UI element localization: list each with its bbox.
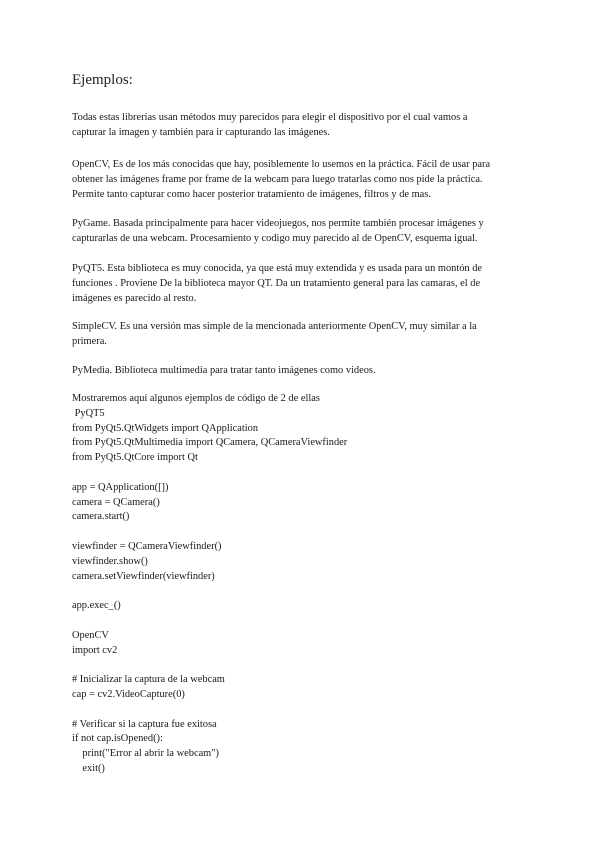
text-line: imágenes es parecido al resto. (72, 293, 197, 304)
intro-paragraph (72, 110, 528, 140)
pymedia-paragraph (72, 363, 528, 378)
code-line: exit() (72, 762, 105, 774)
blank-line (72, 703, 528, 718)
text-line: OpenCV, Es de los más conocidas que hay, posiblemente lo usemos en la práctica. Fácil de usar para (72, 159, 491, 170)
code-line: OpenCV (72, 629, 109, 641)
blank-line (72, 584, 528, 599)
text-line: obtener las imágenes frame por frame de la webcam para luego tratarlas como nos pide la práctica. (72, 174, 483, 185)
code-line: from PyQt5.QtMultimedia import QCamera, QCameraViewfinder (72, 437, 348, 449)
blank-line (72, 614, 528, 629)
blank-line (72, 466, 528, 481)
code-line: from PyQt5.QtWidgets import QApplication (72, 422, 259, 434)
text-line: primera. (72, 336, 107, 347)
opencv-paragraph (72, 157, 528, 202)
text-line: PyMedia. Biblioteca multimedia para tratar tanto imágenes como videos. (72, 365, 376, 376)
code-line: camera = QCamera() (72, 496, 160, 508)
code-line: # Inicializar la captura de la webcam (72, 674, 225, 686)
code-examples (72, 392, 528, 777)
code-line: cap = cv2.VideoCapture(0) (72, 688, 185, 700)
code-line: import cv2 (72, 644, 118, 656)
simplecv-paragraph (72, 319, 528, 349)
pygame-paragraph (72, 216, 528, 246)
code-line: PyQT5 (72, 407, 105, 419)
code-line: camera.start() (72, 511, 130, 523)
code-line: viewfinder = QCameraViewfinder() (72, 540, 222, 552)
text-line: capturar la imagen y también para ir capturando las imágenes. (72, 127, 330, 138)
text-line: capturarlas de una webcam. Procesamiento y codigo muy parecido al de OpenCV, esquema igual. (72, 233, 478, 244)
code-line: from PyQt5.QtCore import Qt (72, 452, 198, 464)
code-line: if not cap.isOpened(): (72, 733, 163, 745)
text-line: Todas estas librerías usan métodos muy parecidos para elegir el dispositivo por el cual vamos a (72, 112, 468, 123)
code-line: # Verificar si la captura fue exitosa (72, 718, 217, 730)
code-line: viewfinder.show() (72, 555, 148, 567)
text-line: PyGame. Basada principalmente para hacer videojuegos, nos permite también procesar imágenes y (72, 218, 484, 229)
code-line: app = QApplication([]) (72, 481, 169, 493)
blank-line (72, 525, 528, 540)
text-line: SimpleCV. Es una versión mas simple de la mencionada anteriormente OpenCV, muy similar a la (72, 321, 477, 332)
code-line: print("Error al abrir la webcam") (72, 748, 219, 760)
code-line: Mostraremos aquí algunos ejemplos de código de 2 de ellas (72, 393, 320, 404)
text-line: Permite tanto capturar como hacer posterior tratamiento de imágenes, filtros y de mas. (72, 189, 431, 200)
code-line: app.exec_() (72, 600, 121, 612)
pyqt5-paragraph (72, 261, 528, 306)
code-line: camera.setViewfinder(viewfinder) (72, 570, 215, 582)
blank-line (72, 658, 528, 673)
page-heading: Ejemplos: (72, 72, 133, 88)
text-line: PyQT5. Esta biblioteca es muy conocida, ya que está muy extendida y es usada para un montón de (72, 263, 483, 274)
text-line: funciones . Proviene De la biblioteca mayor QT. Da un tratamiento general para las camaras, el de (72, 278, 481, 289)
